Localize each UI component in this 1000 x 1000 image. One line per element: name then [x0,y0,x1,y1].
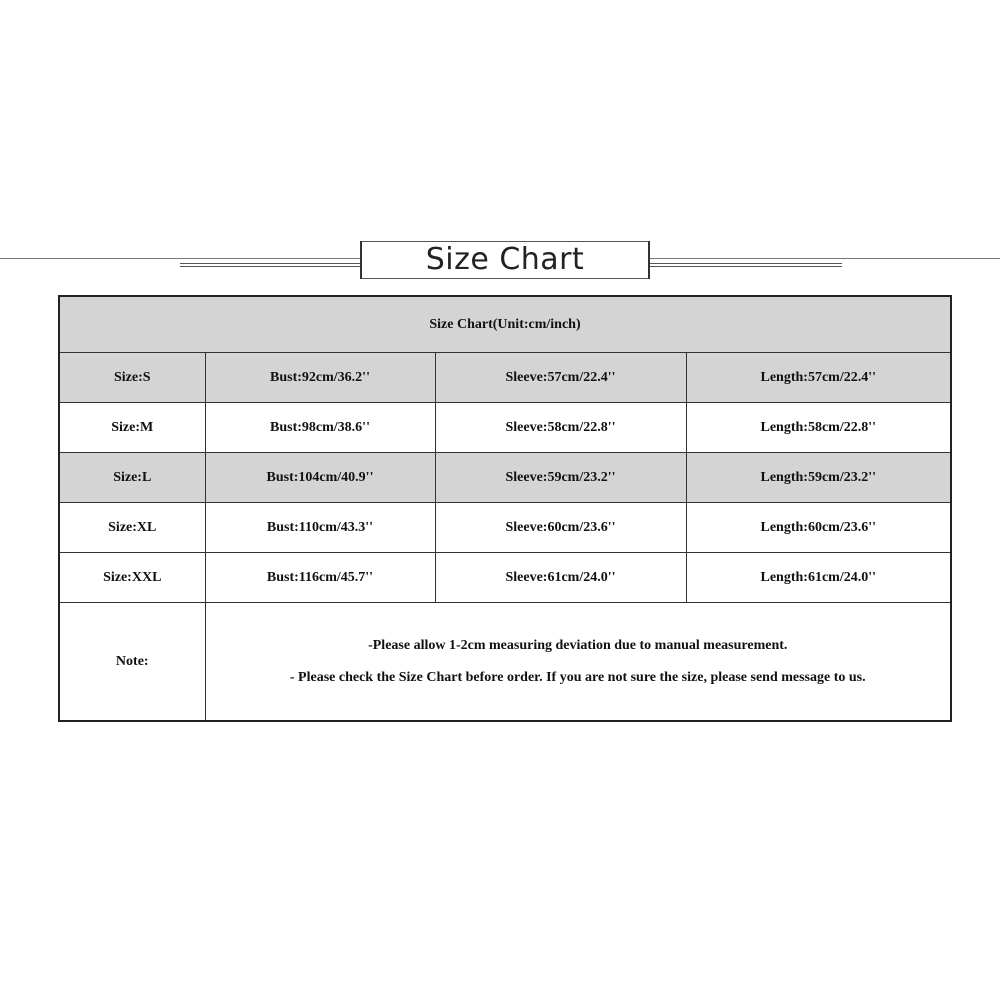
note-content [205,603,951,722]
sleeve-cell: Sleeve:61cm/24.0'' [435,553,686,603]
size-cell: Size:L [59,453,205,503]
size-cell: Size:M [59,403,205,453]
note-row [59,603,951,722]
sleeve-cell: Sleeve:60cm/23.6'' [435,503,686,553]
size-cell: Size:S [59,353,205,403]
page-title: Size Chart [425,242,585,277]
header-rule-right [650,263,842,264]
sleeve-cell: Sleeve:58cm/22.8'' [435,403,686,453]
bust-cell: Bust:104cm/40.9'' [205,453,435,503]
length-cell: Length:61cm/24.0'' [686,553,951,603]
table-row [59,503,951,553]
table-row [59,353,951,403]
bust-cell: Bust:92cm/36.2'' [205,353,435,403]
note-line: - Please check the Size Chart before order. If you are not sure the size, please send message to us. [289,669,866,685]
sleeve-cell: Sleeve:57cm/22.4'' [435,353,686,403]
header-rule-left [180,266,360,267]
note-label: Note: [59,603,205,722]
table-row [59,403,951,453]
length-cell: Length:58cm/22.8'' [686,403,951,453]
length-cell: Length:57cm/22.4'' [686,353,951,403]
table-row [59,453,951,503]
header-rule-right [650,266,842,267]
header-rule-left [180,263,360,264]
note-line: -Please allow 1-2cm measuring deviation due to manual measurement. [368,637,788,653]
table-caption: Size Chart(Unit:cm/inch) [59,296,951,353]
title-box [360,241,650,279]
table-caption-row [59,296,951,353]
length-cell: Length:59cm/23.2'' [686,453,951,503]
size-chart-table [58,295,952,722]
bust-cell: Bust:98cm/38.6'' [205,403,435,453]
bust-cell: Bust:110cm/43.3'' [205,503,435,553]
bust-cell: Bust:116cm/45.7'' [205,553,435,603]
length-cell: Length:60cm/23.6'' [686,503,951,553]
sleeve-cell: Sleeve:59cm/23.2'' [435,453,686,503]
table-row [59,553,951,603]
size-cell: Size:XL [59,503,205,553]
size-cell: Size:XXL [59,553,205,603]
